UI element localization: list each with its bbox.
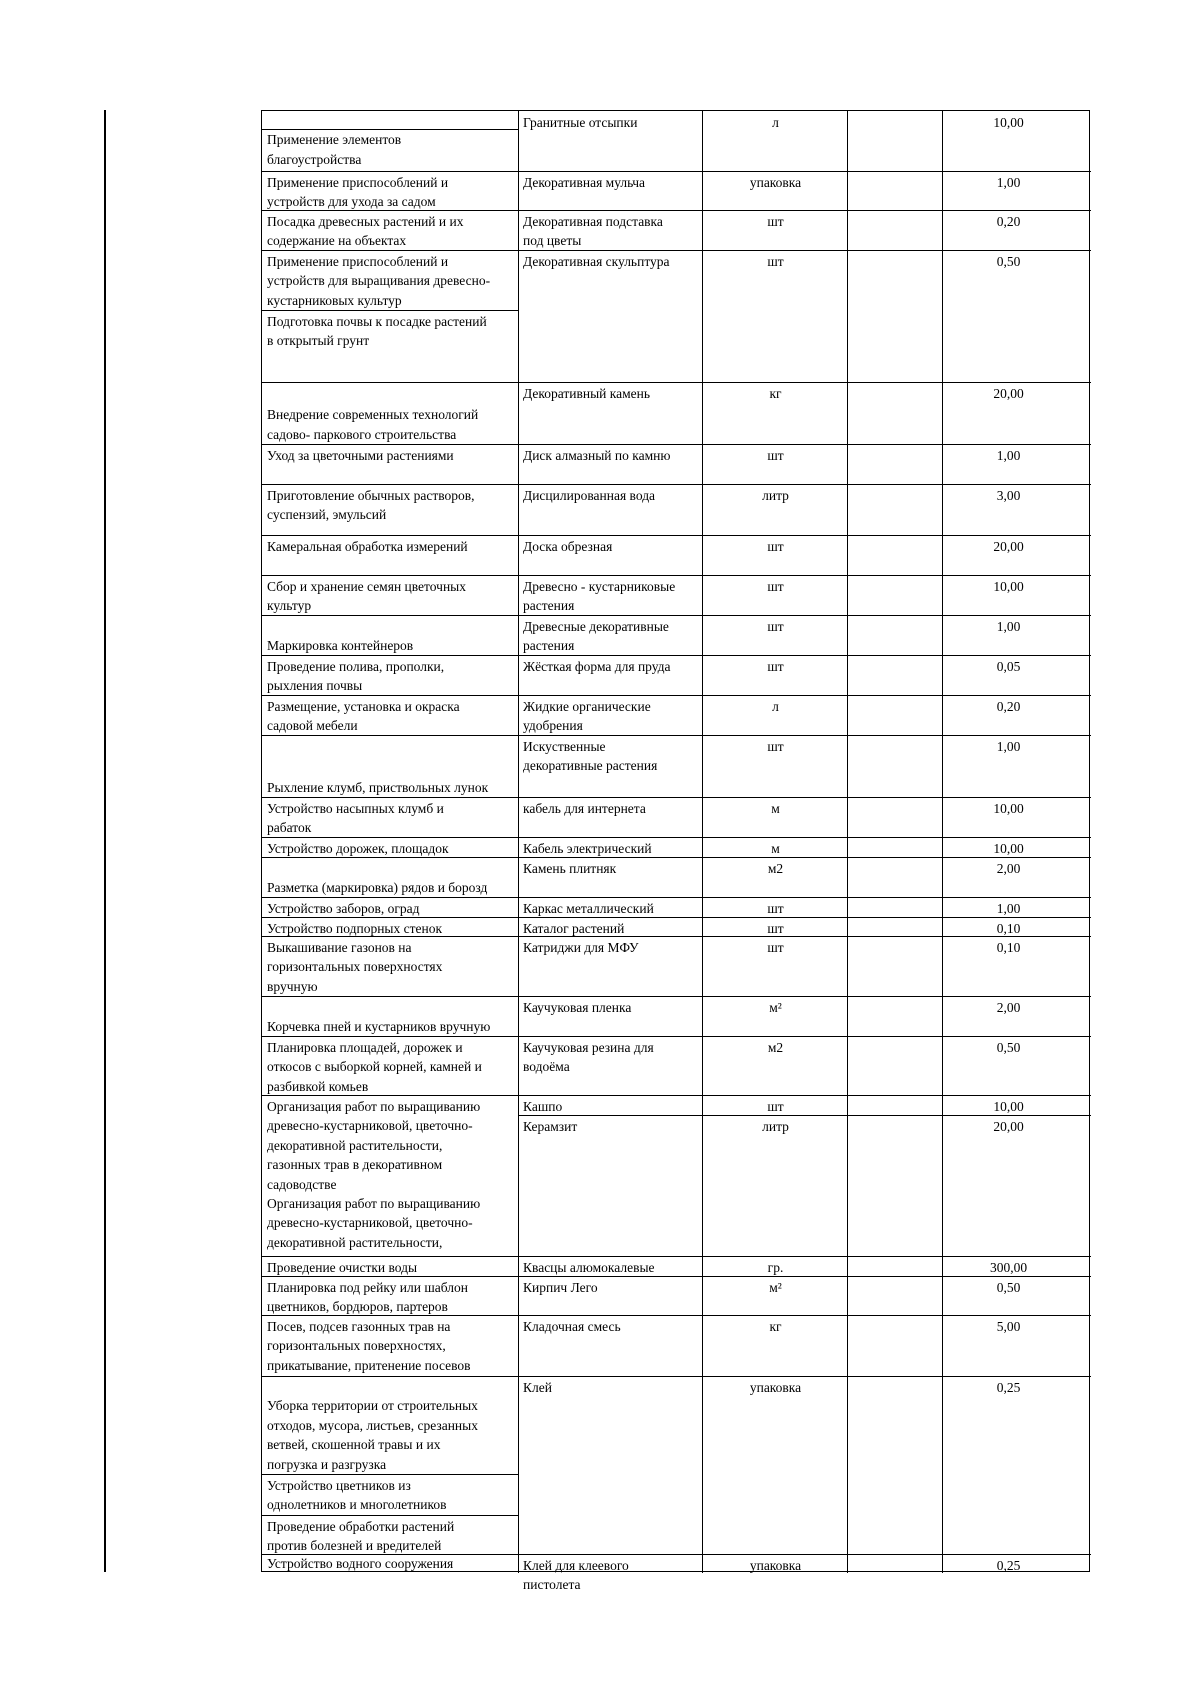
unit-cell (704, 617, 847, 655)
work-cell (264, 938, 518, 996)
material-cell (520, 577, 702, 615)
unit-cell (704, 537, 847, 575)
material-cell-text: Катриджи для МФУ (523, 940, 639, 955)
work-cell (264, 131, 518, 169)
quantity-cell (944, 839, 1073, 857)
unit-cell-text: шт (767, 921, 784, 936)
row-divider (518, 484, 1091, 485)
work-cell (264, 737, 518, 797)
quantity-cell-text: 0,25 (996, 1558, 1021, 1573)
quantity-cell-text: 0,50 (996, 254, 1021, 269)
row-divider (518, 1276, 1091, 1277)
quantity-cell (944, 1378, 1073, 1554)
quantity-cell-text: 300,00 (989, 1260, 1028, 1275)
material-cell-text: кабель для интернета (523, 801, 646, 816)
row-divider (262, 210, 518, 211)
row-divider (262, 535, 518, 536)
row-divider (262, 250, 518, 251)
unit-cell-text: шт (767, 448, 784, 463)
work-cell-text: Посадка древесных растений и их содержание на объектах (267, 214, 464, 249)
work-cell-text: Планировка площадей, дорожек и откосов с выборкой корней, камней и разбивкой комьев (267, 1040, 482, 1094)
work-cell-text: Посев, подсев газонных трав на горизонтальных поверхностях, прикатывание, притенение посевов (267, 1319, 471, 1373)
material-cell (520, 899, 702, 917)
row-divider (518, 1036, 1091, 1037)
work-cell-text: Разметка (маркировка) рядов и борозд (267, 879, 488, 895)
material-cell-text: Декоративная скульптура (523, 254, 670, 269)
material-cell (520, 173, 702, 210)
row-divider (262, 171, 518, 172)
quantity-cell-text: 10,00 (993, 841, 1024, 856)
quantity-cell-text: 0,20 (996, 214, 1021, 229)
material-cell-text: Дисцилированная вода (523, 488, 656, 503)
work-cell (264, 212, 518, 250)
work-cell (264, 1517, 518, 1554)
unit-cell-text: м2 (767, 1040, 784, 1055)
work-cell-text: Применение элементов благоустройства (267, 132, 402, 167)
material-cell-text: Каркас металлический (523, 901, 654, 916)
quantity-cell (944, 617, 1073, 655)
quantity-cell-text: 1,00 (996, 175, 1021, 190)
unit-cell-text: шт (767, 619, 784, 634)
quantity-cell (944, 486, 1073, 535)
unit-cell (704, 212, 847, 250)
unit-cell-text: шт (767, 739, 784, 754)
row-divider (518, 1376, 1091, 1377)
material-cell (520, 1097, 702, 1115)
row-divider (518, 1315, 1091, 1316)
quantity-cell-text: 1,00 (996, 619, 1021, 634)
unit-cell (704, 1556, 847, 1573)
unit-cell-text: шт (767, 254, 784, 269)
unit-cell-text: литр (762, 1119, 789, 1134)
row-divider (518, 655, 1091, 656)
row-divider (262, 310, 518, 311)
work-cell-text: Камеральная обработка измерений (267, 539, 468, 554)
work-cell-text: Организация работ по выращиванию древесно-кустарниковой, цветочно- декоративной растительности, газонных трав в декоративном садоводстве Организация работ по выращиванию древесно-кустарниковой, цветочно- декоративной растительности, (267, 1099, 481, 1250)
unit-cell (704, 859, 847, 897)
work-cell (264, 1258, 518, 1276)
material-cell (520, 859, 702, 897)
quantity-cell-text: 0,50 (996, 1040, 1021, 1055)
unit-cell (704, 899, 847, 917)
unit-cell (704, 938, 847, 996)
material-cell (520, 799, 702, 837)
work-cell (264, 446, 518, 484)
material-cell (520, 1317, 702, 1376)
column-divider (847, 111, 848, 1573)
work-cell (264, 1038, 518, 1095)
unit-cell (704, 998, 847, 1036)
work-cell (264, 799, 518, 837)
unit-cell (704, 1097, 847, 1115)
unit-cell (704, 1117, 847, 1256)
row-divider (518, 917, 1091, 918)
material-cell (520, 617, 702, 655)
material-cell (520, 737, 702, 797)
unit-cell (704, 1258, 847, 1276)
material-cell (520, 1556, 702, 1593)
row-divider (518, 1095, 1091, 1096)
work-cell-text: Устройство водного сооружения (267, 1555, 454, 1571)
material-cell-text: Декоративная мульча (523, 175, 646, 190)
row-divider (518, 171, 1091, 172)
material-cell (520, 1117, 702, 1256)
unit-cell (704, 799, 847, 837)
row-divider (518, 615, 1091, 616)
unit-cell-text: шт (767, 940, 784, 955)
row-divider (262, 484, 518, 485)
materials-table (261, 110, 1090, 1593)
unit-cell (704, 737, 847, 797)
material-cell (520, 998, 702, 1036)
quantity-cell-text: 1,00 (996, 739, 1021, 754)
row-divider (518, 897, 1091, 898)
row-divider (518, 695, 1091, 696)
work-cell-text: Рыхление клумб, приствольных лунок (267, 779, 489, 795)
quantity-cell-text: 20,00 (993, 539, 1024, 554)
work-cell (264, 312, 518, 382)
page-margin-line (104, 110, 106, 1572)
material-cell (520, 1038, 702, 1095)
quantity-cell (944, 113, 1073, 171)
row-divider (518, 575, 1091, 576)
row-divider (262, 857, 518, 858)
unit-cell-text: м² (769, 1280, 782, 1295)
quantity-cell-text: 20,00 (993, 386, 1024, 401)
unit-cell-text: м (771, 841, 780, 856)
work-cell-text: Проведение очистки воды (267, 1260, 418, 1275)
material-cell-text: Гранитные отсыпки (523, 115, 638, 130)
work-cell (264, 173, 518, 210)
row-divider (262, 695, 518, 696)
unit-cell-text: кг (769, 386, 782, 401)
work-cell (264, 384, 518, 444)
row-divider (262, 129, 518, 130)
material-cell (520, 537, 702, 575)
row-divider (518, 936, 1091, 937)
work-cell-text: Устройство насыпных клумб и рабаток (267, 801, 444, 836)
quantity-cell (944, 938, 1073, 996)
quantity-cell-text: 20,00 (993, 1119, 1024, 1134)
quantity-cell (944, 1278, 1073, 1315)
work-cell (264, 1476, 518, 1515)
material-cell (520, 212, 702, 250)
row-divider (262, 444, 518, 445)
work-cell-text: Планировка под рейку или шаблон цветников, бордюров, партеров (267, 1280, 469, 1315)
quantity-cell (944, 173, 1073, 210)
work-cell-text: Применение приспособлений и устройств для ухода за садом (267, 175, 449, 210)
quantity-cell (944, 1117, 1073, 1256)
material-cell-text: Древесно - кустарниковые растения (523, 579, 676, 614)
work-cell-text: Устройство цветников из однолетников и многолетников (267, 1478, 447, 1513)
row-divider (518, 250, 1091, 251)
row-divider (518, 1554, 1091, 1555)
material-cell (520, 486, 702, 535)
unit-cell-text: литр (762, 488, 789, 503)
quantity-cell (944, 1258, 1073, 1276)
row-divider (262, 382, 518, 383)
quantity-cell-text: 5,00 (996, 1319, 1021, 1334)
work-cell (264, 252, 518, 310)
material-cell-text: Камень плитняк (523, 861, 617, 876)
material-cell (520, 919, 702, 936)
row-divider (518, 535, 1091, 536)
material-cell (520, 1278, 702, 1315)
unit-cell (704, 446, 847, 484)
quantity-cell (944, 1317, 1073, 1376)
work-cell-text: Проведение полива, прополки, рыхления почвы (267, 659, 445, 694)
row-divider (262, 615, 518, 616)
quantity-cell-text: 2,00 (996, 1000, 1021, 1015)
row-divider (262, 917, 518, 918)
quantity-cell-text: 0,50 (996, 1280, 1021, 1295)
work-cell (264, 1278, 518, 1315)
work-cell-text: Устройство подпорных стенок (267, 921, 443, 936)
work-cell-text: Применение приспособлений и устройств для выращивания древесно- кустарниковых культур (267, 254, 491, 308)
material-cell (520, 446, 702, 484)
work-cell-text: Корчевка пней и кустарников вручную (267, 1018, 491, 1034)
material-cell-text: Доска обрезная (523, 539, 613, 554)
unit-cell (704, 173, 847, 210)
row-divider (518, 1256, 1091, 1257)
work-cell-text: Внедрение современных технологий садово- паркового строительства (267, 407, 479, 442)
row-divider (518, 382, 1091, 383)
work-cell-text: Уход за цветочными растениями (267, 448, 454, 463)
material-cell-text: Диск алмазный по камню (523, 448, 671, 463)
work-cell (264, 859, 518, 897)
quantity-cell (944, 446, 1073, 484)
material-cell-text: Жёсткая форма для пруда (523, 659, 671, 674)
material-cell-text: Кирпич Лего (523, 1280, 598, 1295)
unit-cell-text: шт (767, 901, 784, 916)
row-divider (262, 1276, 518, 1277)
quantity-cell-text: 0,25 (996, 1380, 1021, 1395)
material-cell (520, 384, 702, 444)
work-cell (264, 998, 518, 1036)
quantity-cell-text: 2,00 (996, 861, 1021, 876)
unit-cell (704, 919, 847, 936)
unit-cell-text: шт (767, 214, 784, 229)
quantity-cell-text: 0,05 (996, 659, 1021, 674)
work-cell-text: Подготовка почвы к посадке растений в открытый грунт (267, 314, 487, 349)
quantity-cell-text: 0,10 (996, 940, 1021, 955)
material-cell (520, 938, 702, 996)
quantity-cell (944, 577, 1073, 615)
unit-cell-text: упаковка (749, 1558, 802, 1573)
row-divider (262, 936, 518, 937)
work-cell-text: Маркировка контейнеров (267, 637, 414, 653)
row-divider (518, 210, 1091, 211)
unit-cell (704, 577, 847, 615)
material-cell-text: Кабель электрический (523, 841, 652, 856)
quantity-cell (944, 384, 1073, 444)
row-divider (518, 444, 1091, 445)
quantity-cell-text: 10,00 (993, 115, 1024, 130)
quantity-cell (944, 799, 1073, 837)
work-cell (264, 577, 518, 615)
unit-cell-text: м² (769, 1000, 782, 1015)
material-cell-text: Клей (523, 1380, 552, 1395)
unit-cell (704, 384, 847, 444)
row-divider (262, 1474, 518, 1475)
work-cell (264, 1556, 518, 1573)
quantity-cell (944, 1097, 1073, 1115)
unit-cell (704, 1378, 847, 1554)
quantity-cell-text: 3,00 (996, 488, 1021, 503)
row-divider (518, 1115, 1091, 1116)
quantity-cell (944, 737, 1073, 797)
material-cell-text: Каучуковая пленка (523, 1000, 632, 1015)
work-cell (264, 839, 518, 857)
work-cell-text: Сбор и хранение семян цветочных культур (267, 579, 467, 614)
material-cell-text: Каталог растений (523, 921, 625, 936)
row-divider (262, 655, 518, 656)
row-divider (262, 1256, 518, 1257)
material-cell-text: Декоративная подставка под цветы (523, 214, 663, 249)
row-divider (262, 1036, 518, 1037)
quantity-cell (944, 998, 1073, 1036)
column-divider (702, 111, 703, 1573)
work-cell-text: Устройство дорожек, площадок (267, 841, 449, 856)
row-divider (262, 897, 518, 898)
unit-cell (704, 113, 847, 171)
row-divider (518, 996, 1091, 997)
work-cell-text: Устройство заборов, оград (267, 901, 420, 916)
work-cell (264, 919, 518, 936)
unit-cell (704, 839, 847, 857)
quantity-cell-text: 10,00 (993, 1099, 1024, 1114)
unit-cell-text: упаковка (749, 1380, 802, 1395)
material-cell (520, 839, 702, 857)
material-cell (520, 113, 702, 171)
work-cell (264, 486, 518, 535)
work-cell-text: Уборка территории от строительных отходов, мусора, листьев, срезанных ветвей, скошенной травы и их погрузка и разгрузка (267, 1398, 478, 1472)
quantity-cell (944, 899, 1073, 917)
row-divider (262, 735, 518, 736)
quantity-cell-text: 0,20 (996, 699, 1021, 714)
column-divider (942, 111, 943, 1573)
row-divider (518, 837, 1091, 838)
row-divider (262, 1515, 518, 1516)
unit-cell-text: шт (767, 579, 784, 594)
quantity-cell-text: 0,10 (996, 921, 1021, 936)
quantity-cell-text: 1,00 (996, 901, 1021, 916)
quantity-cell-text: 1,00 (996, 448, 1021, 463)
unit-cell-text: м (771, 801, 780, 816)
row-divider (262, 1315, 518, 1316)
work-cell (264, 537, 518, 575)
quantity-cell (944, 657, 1073, 695)
work-cell (264, 1317, 518, 1376)
unit-cell-text: шт (767, 1099, 784, 1114)
material-cell (520, 1378, 702, 1554)
work-cell (264, 657, 518, 695)
unit-cell-text: гр. (767, 1260, 784, 1275)
unit-cell (704, 1317, 847, 1376)
material-cell-text: Кладочная смесь (523, 1319, 621, 1334)
row-divider (262, 797, 518, 798)
work-cell (264, 617, 518, 655)
work-cell-text: Проведение обработки растений против болезней и вредителей (267, 1519, 455, 1554)
work-cell (264, 1097, 518, 1256)
row-divider (262, 1095, 518, 1096)
quantity-cell (944, 859, 1073, 897)
row-divider (262, 1376, 518, 1377)
quantity-cell-text: 10,00 (993, 579, 1024, 594)
work-cell-text: Приготовление обычных растворов, суспензий, эмульсий (267, 488, 475, 523)
unit-cell (704, 1038, 847, 1095)
row-divider (518, 735, 1091, 736)
material-cell-text: Древесные декоративные растения (523, 619, 669, 654)
unit-cell-text: л (772, 115, 779, 130)
quantity-cell (944, 1038, 1073, 1095)
quantity-cell (944, 212, 1073, 250)
unit-cell-text: шт (767, 659, 784, 674)
work-cell (264, 1378, 518, 1474)
unit-cell-text: м2 (767, 861, 784, 876)
material-cell (520, 1258, 702, 1276)
unit-cell (704, 1278, 847, 1315)
quantity-cell-text: 10,00 (993, 801, 1024, 816)
unit-cell (704, 657, 847, 695)
row-divider (518, 797, 1091, 798)
quantity-cell (944, 919, 1073, 936)
column-divider (518, 111, 519, 1573)
material-cell (520, 252, 702, 382)
unit-cell-text: кг (769, 1319, 782, 1334)
material-cell (520, 657, 702, 695)
row-divider (262, 996, 518, 997)
material-cell-text: Каучуковая резина для водоёма (523, 1040, 654, 1075)
unit-cell (704, 252, 847, 382)
material-cell-text: Клей для клеевого пистолета (523, 1558, 629, 1593)
quantity-cell (944, 537, 1073, 575)
material-cell-text: Керамзит (523, 1119, 578, 1134)
quantity-cell (944, 697, 1073, 735)
material-cell-text: Декоративный камень (523, 386, 651, 401)
quantity-cell (944, 1556, 1073, 1573)
work-cell-text: Выкашивание газонов на горизонтальных поверхностях вручную (267, 940, 443, 994)
row-divider (262, 575, 518, 576)
unit-cell-text: упаковка (749, 175, 802, 190)
material-cell (520, 697, 702, 735)
work-cell-text: Размещение, установка и окраска садовой мебели (267, 699, 460, 734)
material-cell-text: Жидкие органические удобрения (523, 699, 651, 734)
work-cell (264, 697, 518, 735)
work-cell (264, 899, 518, 917)
unit-cell-text: л (772, 699, 779, 714)
unit-cell (704, 486, 847, 535)
material-cell-text: Кашпо (523, 1099, 563, 1114)
material-cell-text: Квасцы алюмокалевые (523, 1260, 655, 1275)
unit-cell-text: шт (767, 539, 784, 554)
unit-cell (704, 697, 847, 735)
material-cell-text: Искуственные декоративные растения (523, 739, 658, 774)
row-divider (262, 837, 518, 838)
quantity-cell (944, 252, 1073, 382)
row-divider (518, 857, 1091, 858)
